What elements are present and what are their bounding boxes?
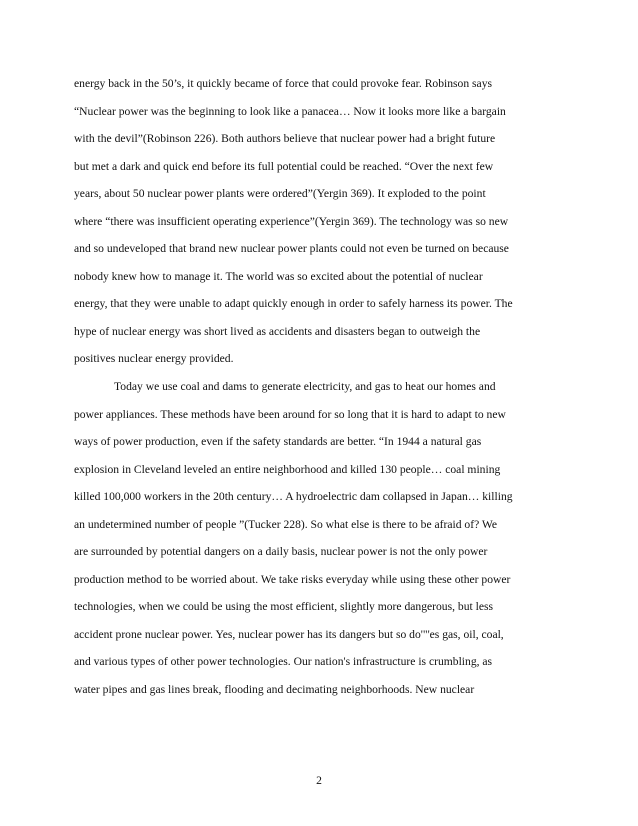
- text-line: years, about 50 nuclear power plants were ordered”(Yergin 369). It exploded to the point: [74, 187, 486, 201]
- text-line: energy back in the 50’s, it quickly became of force that could provoke fear. Robinson says: [74, 77, 493, 90]
- text-line: ways of power production, even if the safety standards are better. “In 1944 a natural gas: [74, 435, 482, 449]
- text-line: water pipes and gas lines break, flooding and decimating neighborhoods. New nuclear: [74, 683, 475, 697]
- text-line: an undetermined number of people ”(Tucker 228). So what else is there to be afraid of? We: [74, 517, 498, 531]
- text-line: accident prone nuclear power. Yes, nuclear power has its dangers but so do'"'es gas, oil, coal,: [74, 627, 504, 641]
- text-line: but met a dark and quick end before its full potential could be reached. “Over the next few: [74, 159, 494, 173]
- paragraph-first-line: Today we use coal and dams to generate electricity, and gas to heat our homes and: [114, 380, 496, 394]
- text-line: positives nuclear energy provided.: [74, 352, 234, 366]
- text-line: hype of nuclear energy was short lived as accidents and disasters began to outweigh the: [74, 324, 481, 338]
- body-text: [74, 70, 574, 704]
- text-line: and various types of other power technologies. Our nation's infrastructure is crumbling, as: [74, 655, 493, 669]
- text-line: “Nuclear power was the beginning to look like a panacea… Now it looks more like a bargain: [74, 104, 506, 118]
- text-line: with the devil”(Robinson 226). Both authors believe that nuclear power had a bright future: [74, 132, 496, 146]
- text-line: nobody knew how to manage it. The world was so excited about the potential of nuclear: [74, 269, 483, 283]
- text-line: power appliances. These methods have been around for so long that it is hard to adapt to new: [74, 407, 506, 421]
- text-line: production method to be worried about. We take risks everyday while using these other power: [74, 572, 511, 586]
- page-number: 2: [316, 774, 322, 787]
- text-line: technologies, when we could be using the most efficient, slightly more dangerous, but less: [74, 600, 494, 614]
- text-line: where “there was insufficient operating experience”(Yergin 369). The technology was so new: [74, 214, 509, 228]
- text-line: killed 100,000 workers in the 20th century… A hydroelectric dam collapsed in Japan… killing: [74, 490, 513, 504]
- text-line: energy, that they were unable to adapt quickly enough in order to safely harness its power. The: [74, 297, 513, 311]
- text-line: are surrounded by potential dangers on a daily basis, nuclear power is not the only power: [74, 545, 488, 559]
- text-line: and so undeveloped that brand new nuclear power plants could not even be turned on because: [74, 242, 509, 256]
- text-line: explosion in Cleveland leveled an entire neighborhood and killed 130 people… coal mining: [74, 462, 501, 476]
